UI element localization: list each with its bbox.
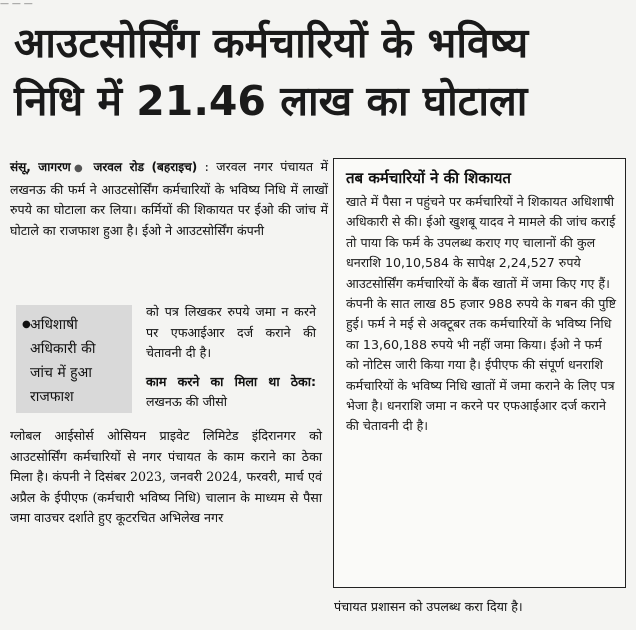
box-heading: तब कर्मचारियों ने की शिकायत bbox=[346, 169, 511, 187]
side-text: को पत्र लिखकर रुपये जमा न करने पर एफआईआर दर्ज कराने की चेतावनी दी है। bbox=[146, 304, 316, 360]
subhead-contract: काम करने का मिला था ठेका: bbox=[146, 373, 316, 389]
contract-text: ग्लोबल आईसोर्स ओसियन प्राइवेट लिमिटेड इंदिरानगर को आउटसोर्सिंग कर्मचारियों से नगर पंचायत के काम कराने का ठेका मिला है। कंपनी ने दिसंबर 2023, जनवरी 2024, फरवरी, मार्च एवं अप्रैल के ईपीएफ (कर्मचारी भविष्य निधि) चालान के माध्यम से पैसा जमा वाउचर दर्शाते हुए कूटरचित अभिलेख नगर bbox=[10, 428, 322, 525]
headline bbox=[14, 14, 626, 130]
pull-quote-line-4: राजफाश bbox=[30, 389, 74, 405]
contract-para-start bbox=[146, 372, 316, 413]
pull-quote-line-3: जांच में हुआ bbox=[30, 365, 92, 381]
box-body: खाते में पैसा न पहुंचने पर कर्मचारियों ने शिकायत अधिशाषी अधिकारी से की। ईओ खुशबू यादव ने मामले की जांच कराई तो पाया कि फर्म के उपलब्ध कराए गए चालानों की कुल धनराशि 10,10,584 के सापेक्ष 2,24,527 रुपये आउटसोर्सिंग कर्मचारियों के बैंक खातों में जमा किए गए हैं। कंपनी के सात लाख 85 हजार 988 रुपये के गबन की पुष्टि हुई। फर्म ने मई से अक्टूबर तक कर्मचारियों के भविष्य निधि का 13,60,188 रुपये भी नहीं जमा किया। ईओ ने फर्म को नोटिस जारी किया गया है। ईपीएफ की संपूर्ण धनराशि कर्मचारियों के भविष्य निधि खातों में जमा कराने के लिए पत्र भेजा है। धनराशि जमा न करने पर एफआईआर दर्ज कराने की चेतावनी दी है। bbox=[346, 194, 616, 434]
lead-paragraph bbox=[10, 157, 328, 241]
dateline-source: संसू, जागरण bbox=[10, 160, 71, 174]
dateline-dot: ● bbox=[70, 163, 87, 174]
previous-article-strip: — — — bbox=[0, 0, 33, 9]
complaint-box bbox=[333, 158, 626, 588]
pull-quote-line-2: अधिकारी की bbox=[30, 341, 96, 357]
headline-line-1: आउटसोर्सिंग कर्मचारियों के भविष्य bbox=[14, 19, 529, 67]
continuation-line: पंचायत प्रशासन को उपलब्ध करा दिया है। bbox=[334, 599, 523, 614]
side-paragraph bbox=[146, 302, 316, 413]
pull-quote-line-1: अधिशाषी bbox=[30, 317, 78, 333]
bullet-icon: ● bbox=[22, 319, 31, 330]
contract-start: लखनऊ की जीसो bbox=[146, 394, 228, 409]
dateline-place: जरवल रोड (बहराइच) bbox=[93, 160, 198, 174]
contract-paragraph bbox=[10, 426, 322, 529]
headline-line-2: निधि में 21.46 लाख का घोटाला bbox=[14, 77, 528, 125]
lead-text: : जरवल नगर पंचायत में लखनऊ की फर्म ने आउटसोर्सिंग कर्मचारियों के भविष्य निधि में लाखों रुपये का घोटाला कर लिया। कर्मियों की शिकायत पर ईओ की जांच में घोटाले का राजफाश हुआ है। ईओ ने आउटसोर्सिंग कंपनी bbox=[10, 159, 328, 238]
pull-quote-box bbox=[16, 305, 132, 413]
